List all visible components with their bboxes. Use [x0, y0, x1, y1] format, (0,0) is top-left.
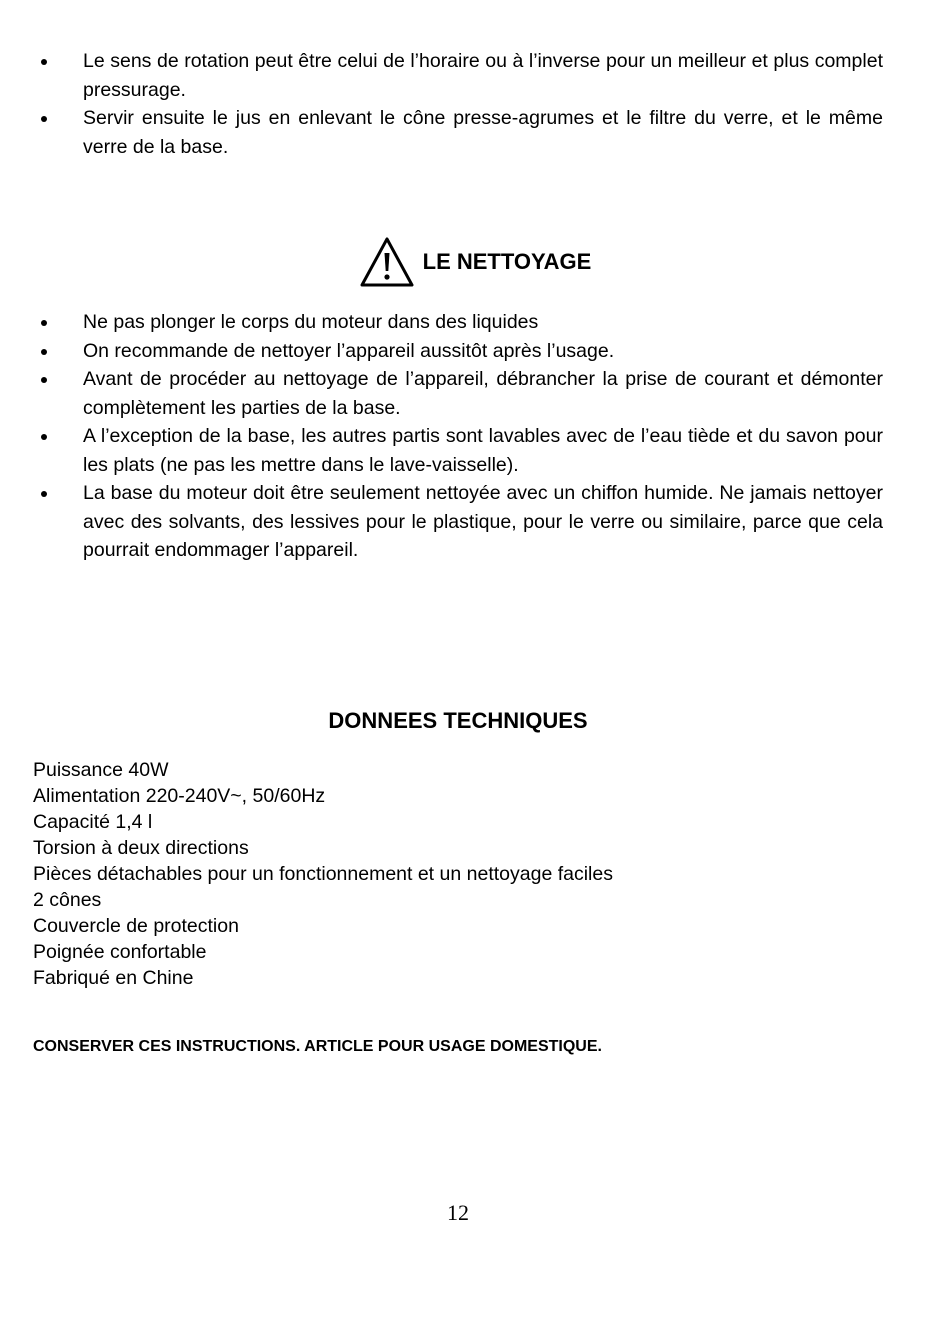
spec-item: Torsion à deux directions [33, 837, 249, 859]
bullet-text: Ne pas plonger le corps du moteur dans des liquides [83, 311, 539, 333]
bullet-text: La base du moteur doit être seulement nettoyée avec un chiffon humide. Ne jamais nettoyer avec des solvants, des lessives pour le plastique, pour le verre ou similaire, parce que cela pourrait endommager l’appareil. [83, 482, 883, 561]
bullet-icon [41, 116, 47, 122]
specs-title: DONNEES TECHNIQUES [328, 708, 588, 733]
bullet-icon [41, 59, 47, 65]
bullet-text: On recommande de nettoyer l’appareil aussitôt après l’usage. [83, 339, 615, 362]
spec-item: Pièces détachables pour un fonctionnement et un nettoyage faciles [33, 863, 613, 885]
bullet-text: Le sens de rotation peut être celui de l’horaire ou à l’inverse pour un meilleur et plus complet pressurage. [83, 50, 883, 101]
spec-item: Couvercle de protection [33, 915, 239, 937]
bullet-icon [41, 320, 47, 326]
spec-item: Capacité 1,4 l [33, 811, 153, 833]
spec-item: Fabriqué en Chine [33, 967, 194, 989]
footer-note: CONSERVER CES INSTRUCTIONS. ARTICLE POUR USAGE DOMESTIQUE. [33, 1038, 602, 1055]
bullet-icon [41, 349, 47, 355]
spec-item: 2 cônes [33, 889, 102, 911]
list-item [0, 422, 883, 479]
spec-item: Puissance 40W [33, 759, 169, 781]
list-item [0, 337, 883, 366]
list-item [0, 47, 883, 104]
cleaning-heading [0, 236, 950, 288]
bullet-text: A l’exception de la base, les autres partis sont lavables avec de l’eau tiède et du savon pour les plats (ne pas les mettre dans le lave-vaisselle). [83, 425, 883, 476]
bullet-icon [41, 434, 47, 440]
cleaning-bullet-list [0, 308, 883, 565]
bullet-icon [41, 491, 47, 497]
spec-item: Alimentation 220-240V~, 50/60Hz [33, 785, 326, 807]
page-number: 12 [447, 1200, 469, 1225]
bullet-text: Servir ensuite le jus en enlevant le cône presse-agrumes et le filtre du verre, et le même verre de la base. [83, 107, 883, 158]
list-item [0, 308, 883, 337]
section-title: LE NETTOYAGE [422, 249, 592, 274]
intro-bullet-list [0, 47, 883, 161]
warning-triangle-icon [359, 236, 415, 288]
list-item [0, 104, 883, 161]
bullet-icon [41, 377, 47, 383]
list-item [0, 365, 883, 422]
specs-list [33, 757, 613, 991]
bullet-text: Avant de procéder au nettoyage de l’appareil, débrancher la prise de courant et démonter complètement les parties de la base. [83, 368, 883, 419]
spec-item: Poignée confortable [33, 941, 207, 963]
list-item [0, 479, 883, 565]
